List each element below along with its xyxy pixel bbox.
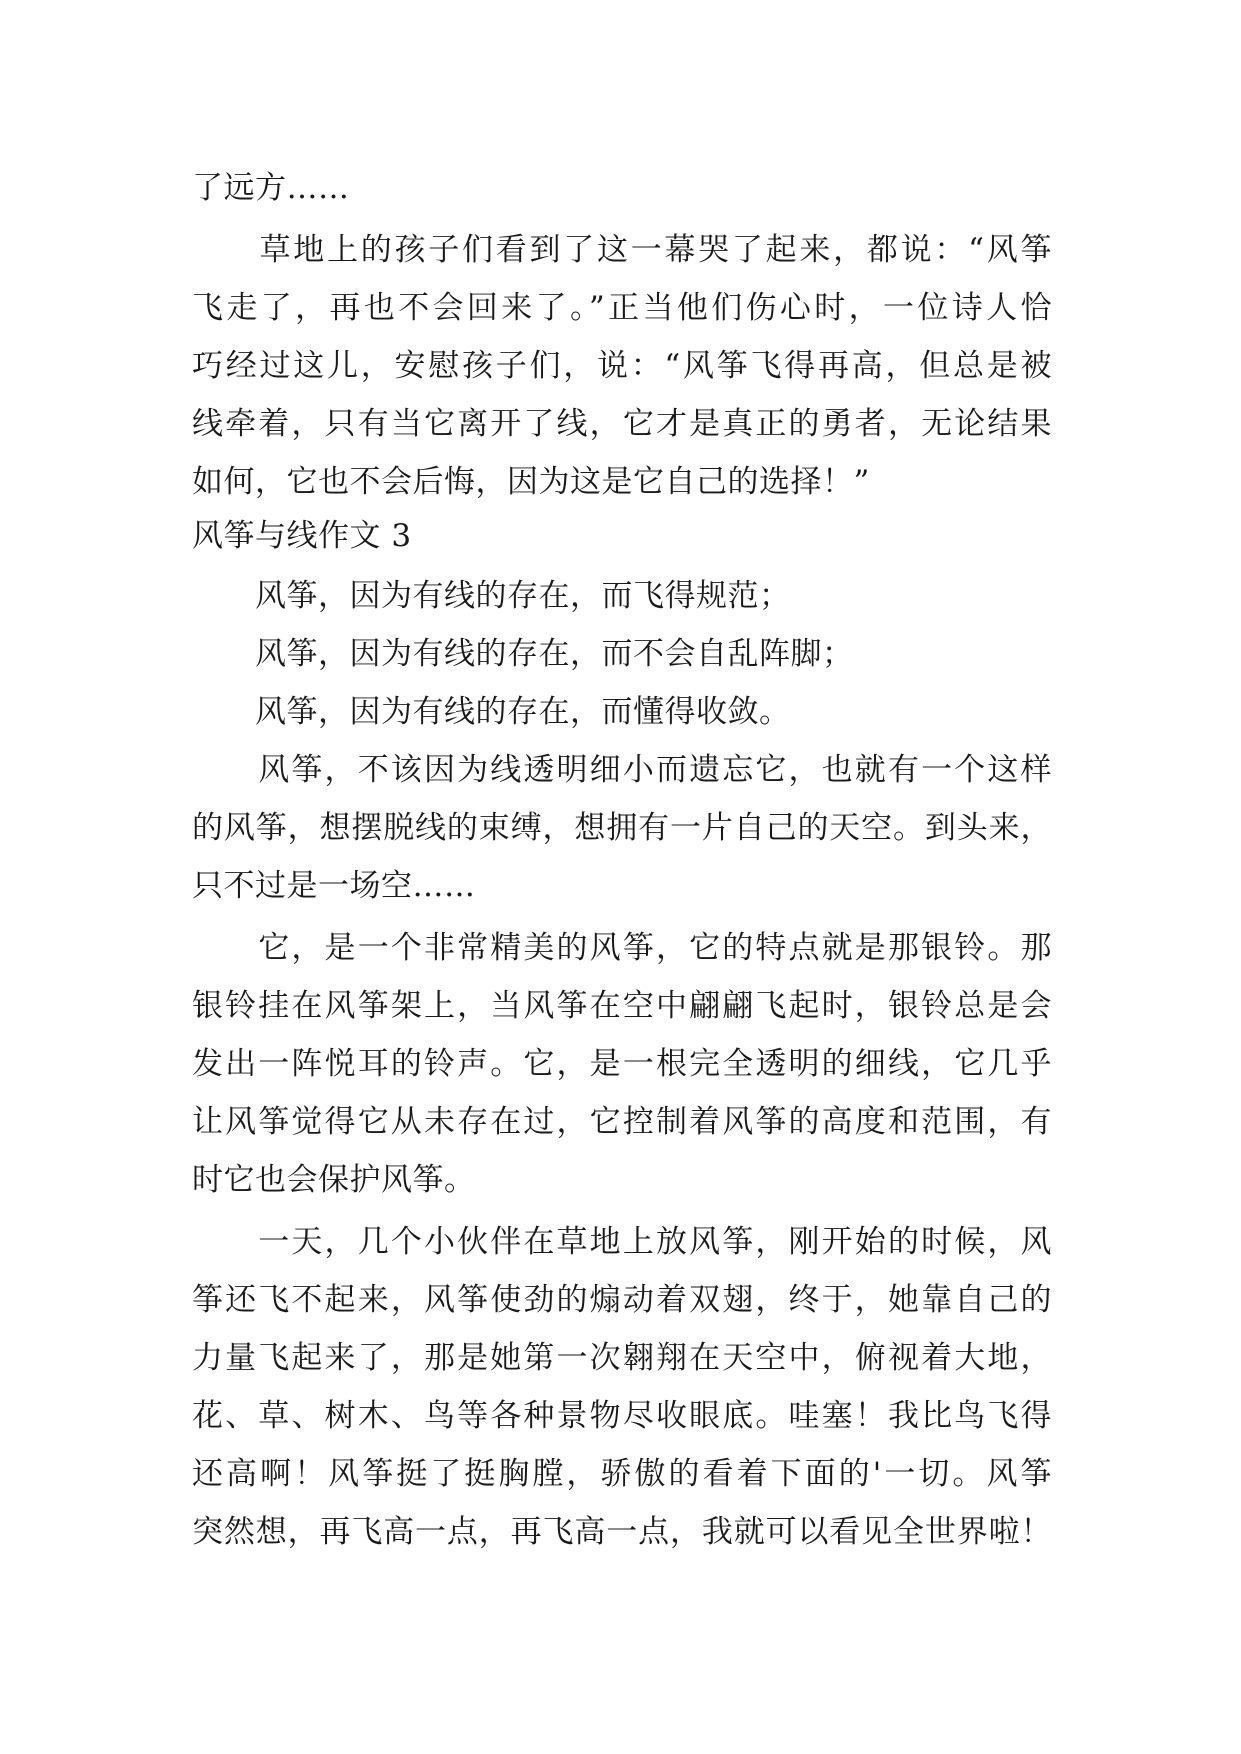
paragraph-line: 草地上的孩子们看到了这一幕哭了起来，都说：“风筝 xyxy=(192,232,1052,268)
paragraph-line: 时它也会保护风筝。 xyxy=(192,1162,476,1198)
paragraph-line: 风筝，因为有线的存在，而飞得规范； xyxy=(192,578,791,614)
paragraph-line: 如何，它也不会后悔，因为这是它自己的选择！” xyxy=(192,464,870,500)
paragraph-line: 突然想，再飞高一点，再飞高一点，我就可以看见全世界啦！ xyxy=(192,1514,1052,1550)
paragraph-line: 风筝，因为有线的存在，而懂得收敛。 xyxy=(192,694,791,730)
paragraph-line: 只不过是一场空…… xyxy=(192,868,476,904)
paragraph-line: 一天，几个小伙伴在草地上放风筝，刚开始的时候，风 xyxy=(192,1224,1052,1260)
paragraph-line: 风筝，不该因为线透明细小而遗忘它，也就有一个这样 xyxy=(192,752,1052,788)
paragraph-line: 还高啊！风筝挺了挺胸膛，骄傲的看着下面的'一切。风筝 xyxy=(192,1456,1052,1492)
text-line: 了远方…… xyxy=(192,170,350,206)
paragraph-line: 风筝，因为有线的存在，而不会自乱阵脚； xyxy=(192,636,854,672)
paragraph-line: 筝还飞不起来，风筝使劲的煽动着双翅，终于，她靠自己的 xyxy=(192,1282,1052,1318)
paragraph-line: 力量飞起来了，那是她第一次翱翔在天空中，俯视着大地， xyxy=(192,1340,1052,1376)
paragraph-line: 的风筝，想摆脱线的束缚，想拥有一片自己的天空。到头来， xyxy=(192,810,1052,846)
paragraph-line: 花、草、树木、鸟等各种景物尽收眼底。哇塞！我比鸟飞得 xyxy=(192,1398,1052,1434)
paragraph-line: 飞走了，再也不会回来了。”正当他们伤心时，一位诗人恰 xyxy=(192,290,1052,326)
paragraph-line: 发出一阵悦耳的铃声。它，是一根完全透明的细线，它几乎 xyxy=(192,1046,1052,1082)
paragraph-line: 巧经过这儿，安慰孩子们，说：“风筝飞得再高，但总是被 xyxy=(192,348,1052,384)
paragraph-line: 银铃挂在风筝架上，当风筝在空中翩翩飞起时，银铃总是会 xyxy=(192,988,1052,1024)
paragraph-line: 它，是一个非常精美的风筝，它的特点就是那银铃。那 xyxy=(192,930,1052,966)
paragraph-line: 让风筝觉得它从未存在过，它控制着风筝的高度和范围，有 xyxy=(192,1104,1052,1140)
section-heading: 风筝与线作文 3 xyxy=(192,518,412,554)
paragraph-line: 线牵着，只有当它离开了线，它才是真正的勇者，无论结果 xyxy=(192,406,1052,442)
